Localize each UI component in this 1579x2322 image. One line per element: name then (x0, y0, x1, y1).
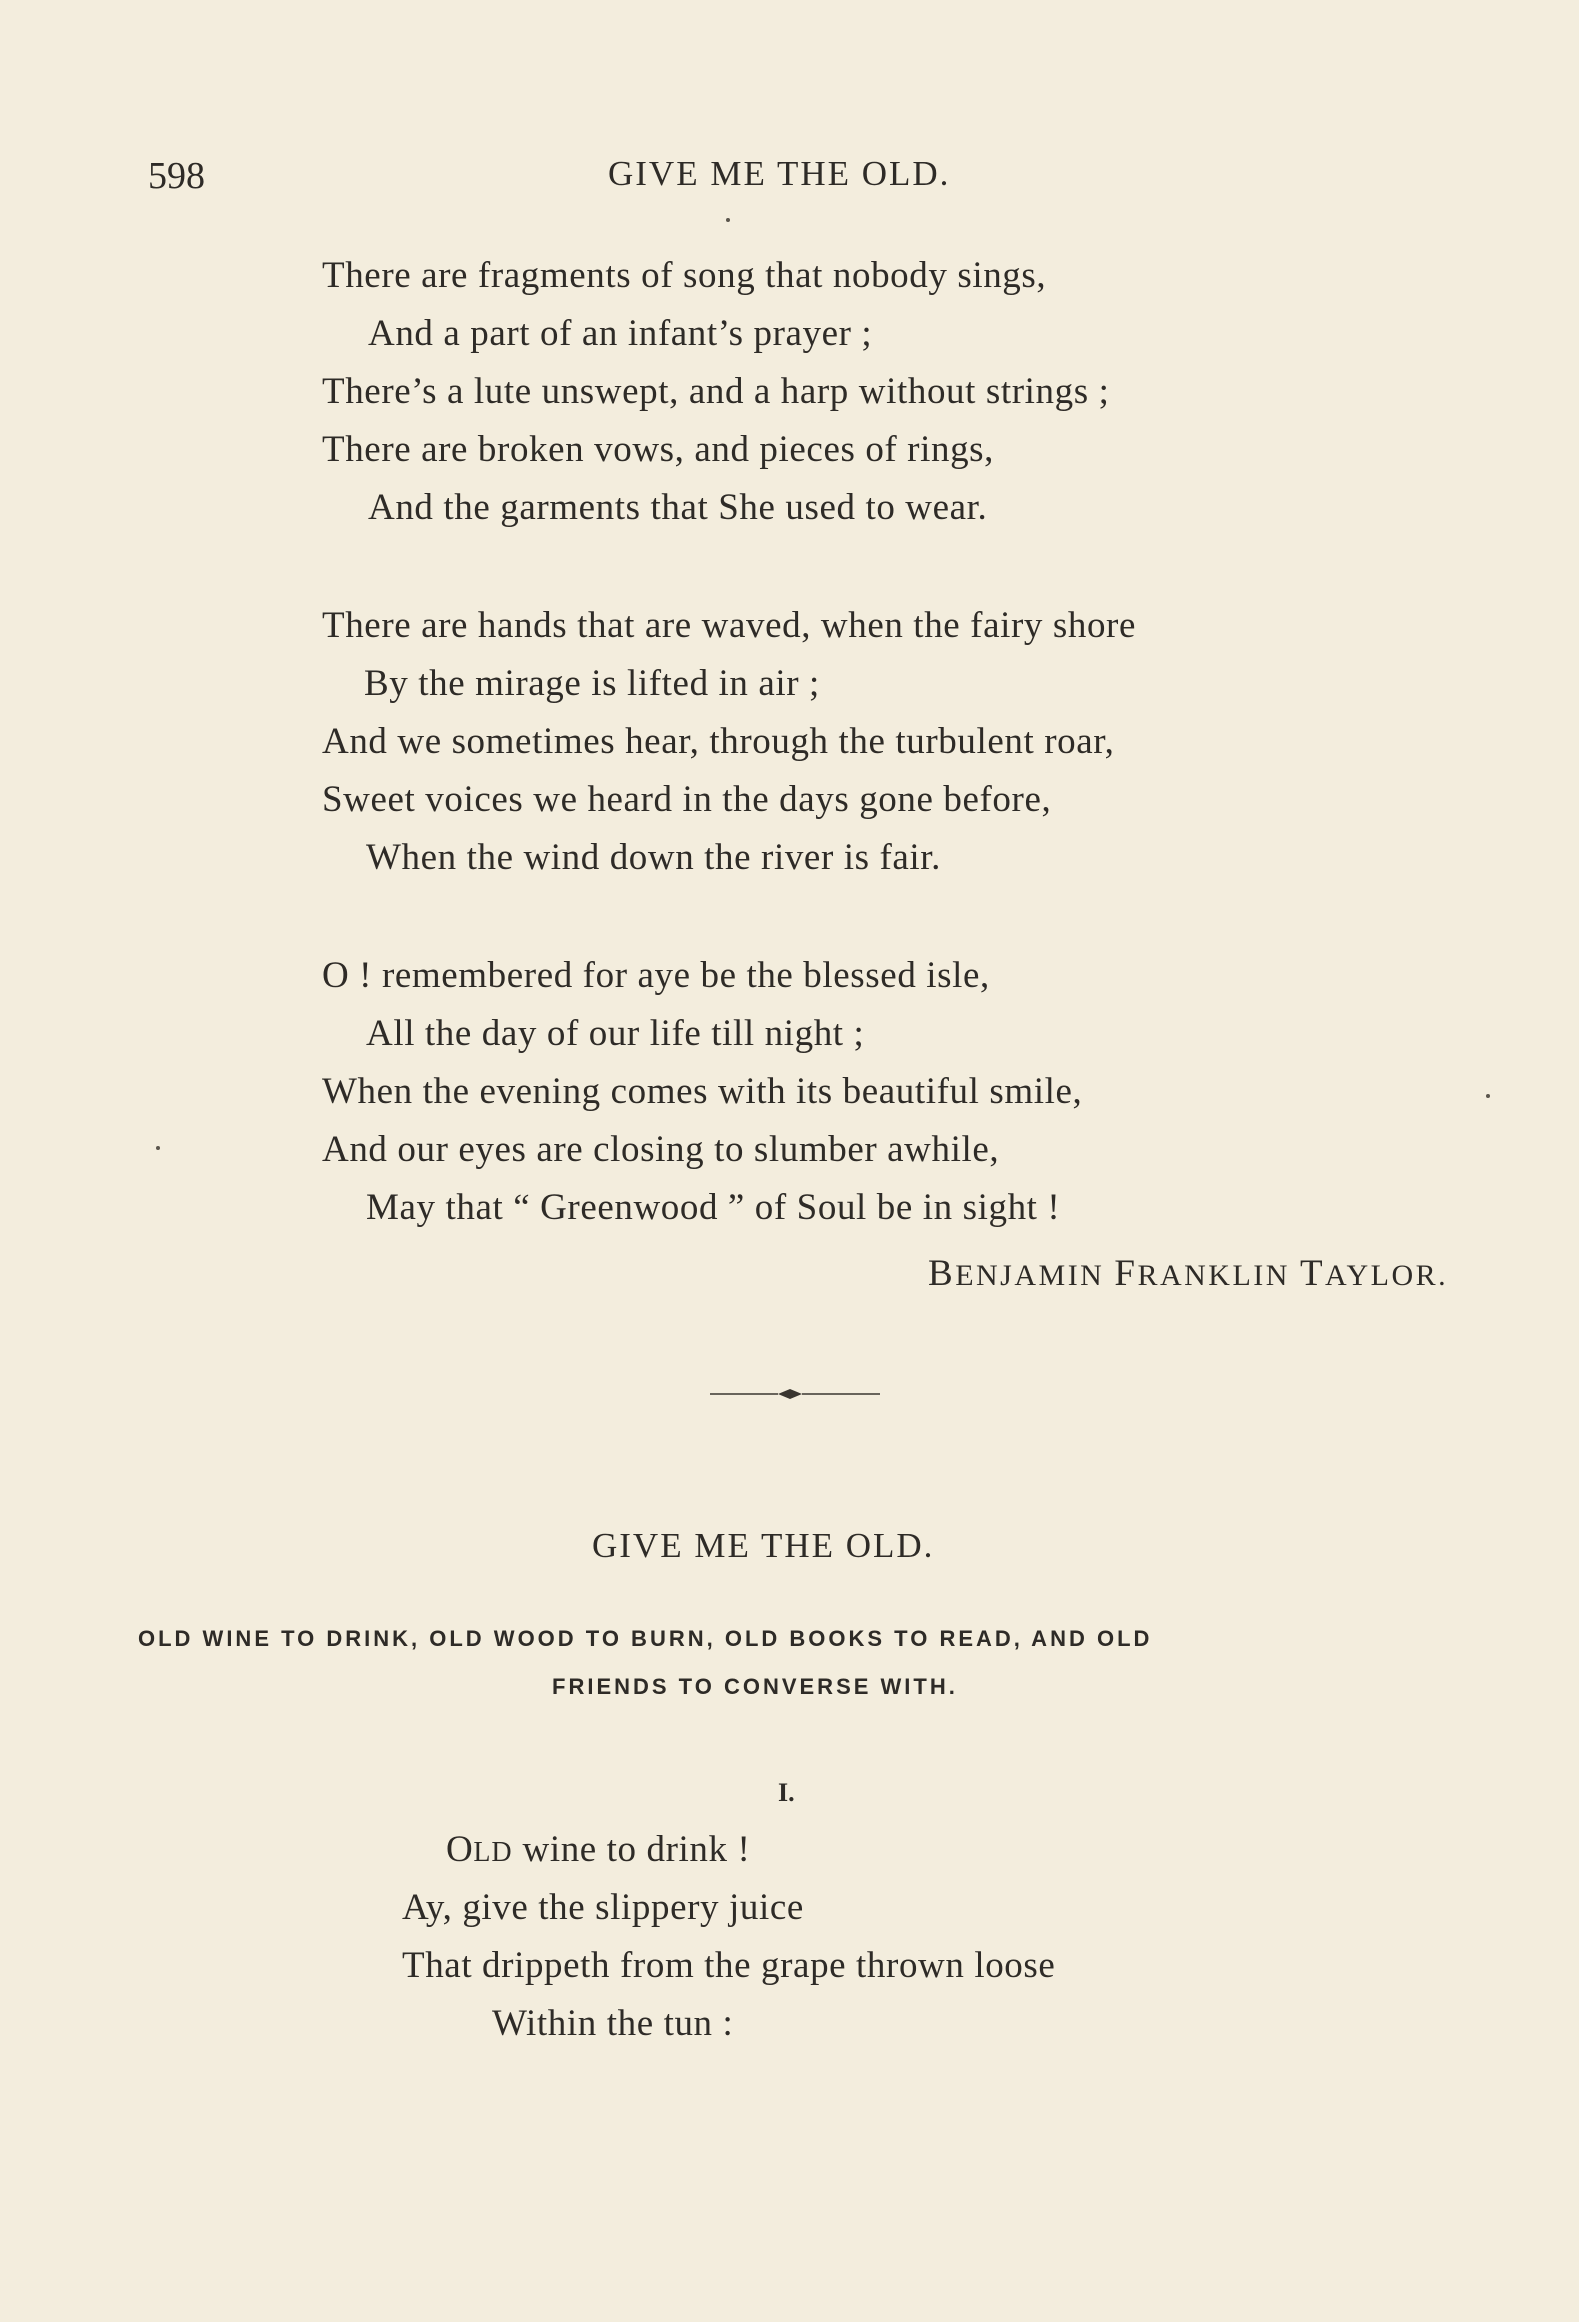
poem-line: By the mirage is lifted in air ; (364, 663, 820, 704)
poem-line: Sweet voices we heard in the days gone before, (322, 779, 1052, 820)
page-number: 598 (148, 155, 205, 197)
poem-line: And a part of an infant’s prayer ; (368, 313, 873, 354)
poem-line: When the wind down the river is fair. (366, 837, 941, 878)
author-signature: BENJAMIN FRANKLIN TAYLOR. (928, 1253, 1449, 1294)
poem-line: When the evening comes with its beautiful smile, (322, 1071, 1083, 1112)
poem-subtitle: FRIENDS TO CONVERSE WITH. (552, 1674, 958, 1699)
ornament-divider (710, 1384, 880, 1404)
poem-line: All the day of our life till night ; (366, 1013, 865, 1054)
poem-line: OLD wine to drink ! (446, 1829, 751, 1870)
poem-line: Ay, give the slippery juice (402, 1887, 804, 1928)
poem-line: And our eyes are closing to slumber awhile, (322, 1129, 1000, 1170)
poem-line: May that “ Greenwood ” of Soul be in sight ! (366, 1187, 1061, 1228)
print-speck (156, 1146, 160, 1150)
poem-line: Within the tun : (492, 2003, 734, 2044)
running-title: GIVE ME THE OLD. (608, 154, 951, 193)
section-numeral: I. (778, 1778, 795, 1807)
print-speck (1486, 1094, 1490, 1098)
poem-line: There are hands that are waved, when the fairy shore (322, 605, 1136, 646)
poem-line: And the garments that She used to wear. (368, 487, 988, 528)
poem-line: And we sometimes hear, through the turbulent roar, (322, 721, 1115, 762)
poem-line: There are fragments of song that nobody sings, (322, 255, 1047, 296)
poem-subtitle: OLD WINE TO DRINK, OLD WOOD TO BURN, OLD BOOKS TO READ, AND OLD (138, 1626, 1153, 1651)
poem-line: There are broken vows, and pieces of rings, (322, 429, 995, 470)
print-speck (726, 218, 730, 222)
poem-line: O ! remembered for aye be the blessed isle, (322, 955, 990, 996)
poem-title: GIVE ME THE OLD. (592, 1526, 935, 1565)
poem-line: There’s a lute unswept, and a harp without strings ; (322, 371, 1110, 412)
poem-line: That drippeth from the grape thrown loose (402, 1945, 1056, 1986)
